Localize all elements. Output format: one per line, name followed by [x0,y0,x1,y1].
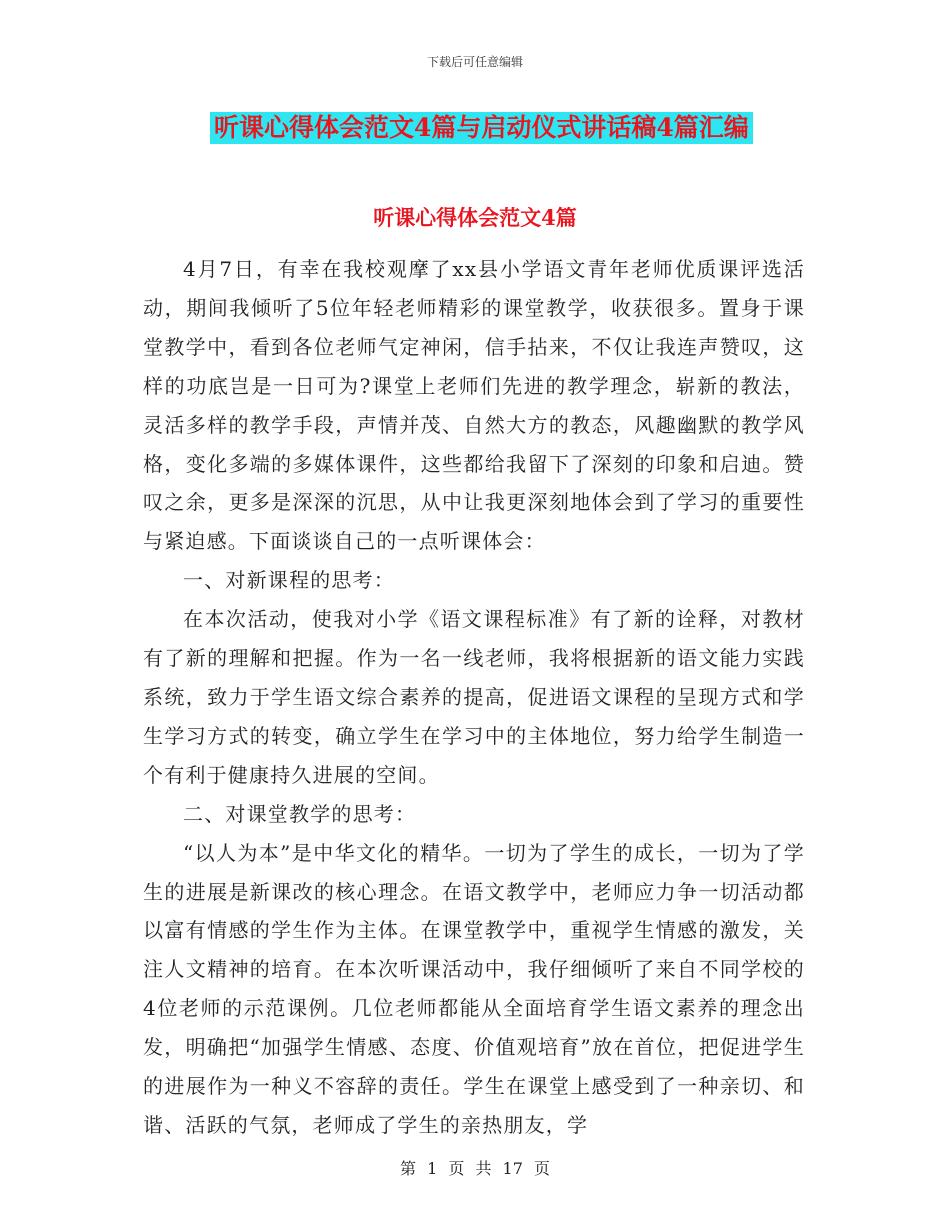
document-body [143,250,805,1145]
page-number: 第 1 页 共 17 页 [400,1159,550,1178]
section-title: 听课心得体会范文4篇 [373,205,577,230]
document-title: 听课心得体会范文4篇与启动仪式讲话稿4篇汇编 [210,112,753,144]
body-heading-2: 二、对课堂教学的思考： [183,801,417,826]
body-heading-1: 一、对新课程的思考： [183,568,395,593]
body-paragraph: 4月7日，有幸在我校观摩了xx县小学语文青年老师优质课评选活动，期间我倾听了5位年轻老师精彩的课堂教学，收获很多。置身于课堂教学中，看到各位老师气定神闲，信手拈来，不仅让我连声赞叹，这样的功底岂是一日可为?课堂上老师们先进的教学理念，崭新的教法，灵活多样的教学手段，声情并茂、自然大方的教态，风趣幽默的教学风格，变化多端的多媒体课件，这些都给我留下了深刻的印象和启迪。赞叹之余，更多是深深的沉思，从中让我更深刻地体会到了学习的重要性与紧迫感。下面谈谈自己的一点听课体会： [143,257,805,554]
page-header-note: 下载后可任意编辑 [426,55,523,69]
body-paragraph: “以人为本”是中华文化的精华。一切为了学生的成长，一切为了学生的进展是新课改的核心理念。在语文教学中，老师应力争一切活动都以富有情感的学生作为主体。在课堂教学中，重视学生情感的激发，关注人文精神的培育。在本次听课活动中，我仔细倾听了来自不同学校的4位老师的示范课例。几位老师都能从全面培育学生语文素养的理念出发，明确把“加强学生情感、态度、价值观培育”放在首位，把促进学生的进展作为一种义不容辞的责任。学生在课堂上感受到了一种亲切、和谐、活跃的气氛，老师成了学生的亲热朋友，学 [143,840,805,1137]
body-paragraph: 在本次活动，使我对小学《语文课程标准》有了新的诠释，对教材有了新的理解和把握。作为一名一线老师，我将根据新的语文能力实践系统，致力于学生语文综合素养的提高，促进语文课程的呈现方式和学生学习方式的转变，确立学生在学习中的主体地位，努力给学生制造一个有利于健康持久进展的空间。 [143,607,805,787]
